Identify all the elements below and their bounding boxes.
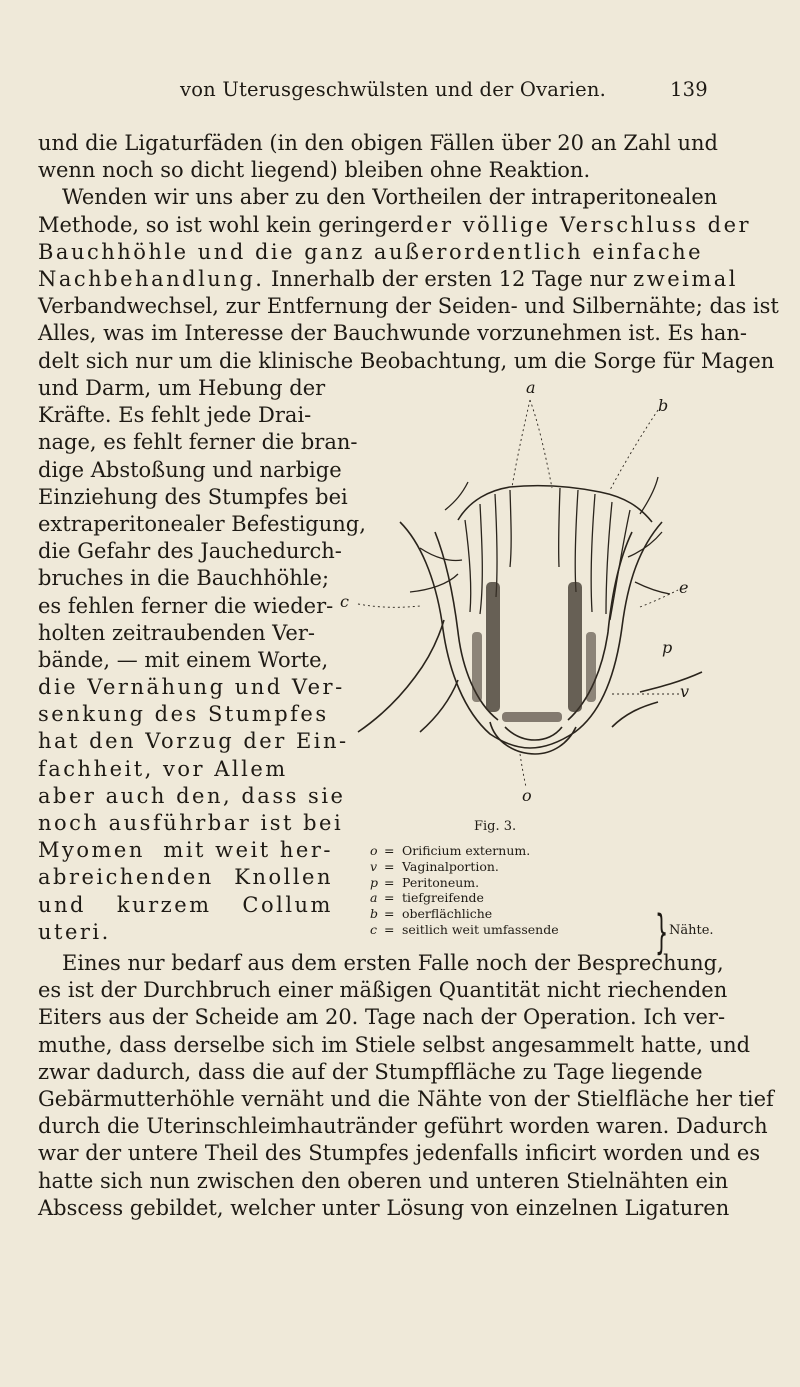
text-line: es fehlen ferner die wieder- bbox=[38, 593, 334, 618]
legend-row: c = seitlich weit umfassende bbox=[370, 921, 559, 937]
text-line: Nachbehandlung. Innerhalb der ersten 12 Tage nur zweimal bbox=[38, 266, 738, 291]
text-line: aber auch den, dass sie bbox=[38, 783, 346, 808]
text-line: die Gefahr des Jauchedurch- bbox=[38, 539, 342, 564]
legend-row: o = Orificium externum. bbox=[370, 843, 531, 858]
figure-label-a: a bbox=[526, 378, 536, 397]
text-line: delt sich nur um die klinische Beobachtung, um die Sorge für Magen bbox=[38, 348, 775, 373]
text-line: zwar dadurch, dass die auf der Stumpffläche zu Tage liegende bbox=[38, 1059, 703, 1084]
legend-row: v = Vaginalportion. bbox=[370, 858, 499, 874]
text-line: und kurzem Collum bbox=[38, 892, 333, 917]
text-line: durch die Uterinschleimhautränder geführt worden waren. Dadurch bbox=[38, 1114, 768, 1139]
text-line: uteri. bbox=[38, 919, 111, 944]
text-line: holten zeitraubenden Ver- bbox=[38, 620, 315, 645]
figure-3 bbox=[340, 378, 710, 822]
text-line: war der untere Theil des Stumpfes jedenfalls inficirt worden und es bbox=[38, 1141, 761, 1166]
running-header bbox=[180, 78, 740, 101]
running-title: von Uterusgeschwülsten und der Ovarien. bbox=[180, 78, 606, 101]
text-line: Einziehung des Stumpfes bei bbox=[38, 484, 348, 509]
text-line: Wenden wir uns aber zu den Vortheilen der intraperitonealen bbox=[62, 185, 718, 210]
legend-brace-label: Nähte. bbox=[669, 923, 714, 938]
figure-label-b: b bbox=[658, 396, 669, 415]
text-line: Abscess gebildet, welcher unter Lösung von einzelnen Ligaturen bbox=[38, 1195, 730, 1220]
text-block-bottom bbox=[38, 950, 774, 1222]
text-line: hat den Vorzug der Ein- bbox=[38, 729, 349, 754]
figure-label-c: c bbox=[340, 592, 349, 611]
text-line: die Vernähung und Ver- bbox=[38, 675, 345, 700]
text-line: Bauchhöhle und die ganz außerordentlich einfache bbox=[38, 239, 704, 264]
text-line: Kräfte. Es fehlt jede Drai- bbox=[38, 403, 312, 428]
text-line: und Darm, um Hebung der bbox=[38, 376, 326, 400]
figure-legend bbox=[370, 843, 559, 938]
text-line: bände, — mit einem Worte, bbox=[38, 647, 329, 672]
legend-row: p = Peritoneum. bbox=[370, 874, 480, 890]
text-line: abreichenden Knollen bbox=[38, 865, 333, 890]
legend-row: b = oberflächliche bbox=[370, 906, 493, 922]
page-number: 139 bbox=[670, 78, 708, 101]
wrapped-column bbox=[38, 375, 366, 946]
figure-label-o: o bbox=[522, 786, 532, 805]
text-line: muthe, dass derselbe sich im Stiele selbst angesammelt hatte, und bbox=[38, 1032, 751, 1057]
figure-label-e: e bbox=[679, 578, 689, 597]
text-line: Eines nur bedarf aus dem ersten Falle noch der Besprechung, bbox=[62, 951, 724, 975]
text-line: noch ausführbar ist bei bbox=[38, 811, 344, 835]
text-line: dige Abstoßung und narbige bbox=[38, 457, 342, 482]
legend-brace: } bbox=[655, 905, 669, 959]
text-line: Gebärmutterhöhle vernäht und die Nähte von der Stielfläche her tief bbox=[38, 1086, 774, 1111]
text-line: nage, es fehlt ferner die bran- bbox=[38, 430, 358, 455]
text-block-top bbox=[38, 130, 779, 375]
text-line: Myomen mit weit her- bbox=[38, 838, 333, 863]
text-line: senkung des Stumpfes bbox=[38, 702, 329, 727]
text-line: extraperitonealer Befestigung, bbox=[38, 511, 366, 536]
text-line: und die Ligaturfäden (in den obigen Fällen über 20 an Zahl und bbox=[38, 131, 718, 155]
uterus-suture-diagram bbox=[340, 382, 710, 822]
legend-row: a = tiefgreifende bbox=[370, 890, 484, 906]
figure-label-p: p bbox=[662, 638, 673, 657]
text-line: fachheit, vor Allem bbox=[38, 756, 288, 781]
text-line: hatte sich nun zwischen den oberen und unteren Stielnähten ein bbox=[38, 1168, 729, 1193]
figure-label-v: v bbox=[680, 682, 690, 701]
figure-caption: Fig. 3. bbox=[474, 819, 517, 834]
text-line: bruches in die Bauchhöhle; bbox=[38, 566, 330, 591]
text-line: Eiters aus der Scheide am 20. Tage nach der Operation. Ich ver- bbox=[38, 1005, 726, 1030]
text-line: Alles, was im Interesse der Bauchwunde vorzunehmen ist. Es han- bbox=[38, 321, 748, 346]
text-line: wenn noch so dicht liegend) bleiben ohne Reaktion. bbox=[38, 158, 591, 183]
text-line: Verbandwechsel, zur Entfernung der Seiden- und Silbernähte; das ist bbox=[38, 294, 779, 319]
text-line: es ist der Durchbruch einer mäßigen Quantität nicht riechenden bbox=[38, 978, 728, 1003]
text-line: Methode, so ist wohl kein geringer der völlige Verschluss der bbox=[38, 212, 752, 237]
